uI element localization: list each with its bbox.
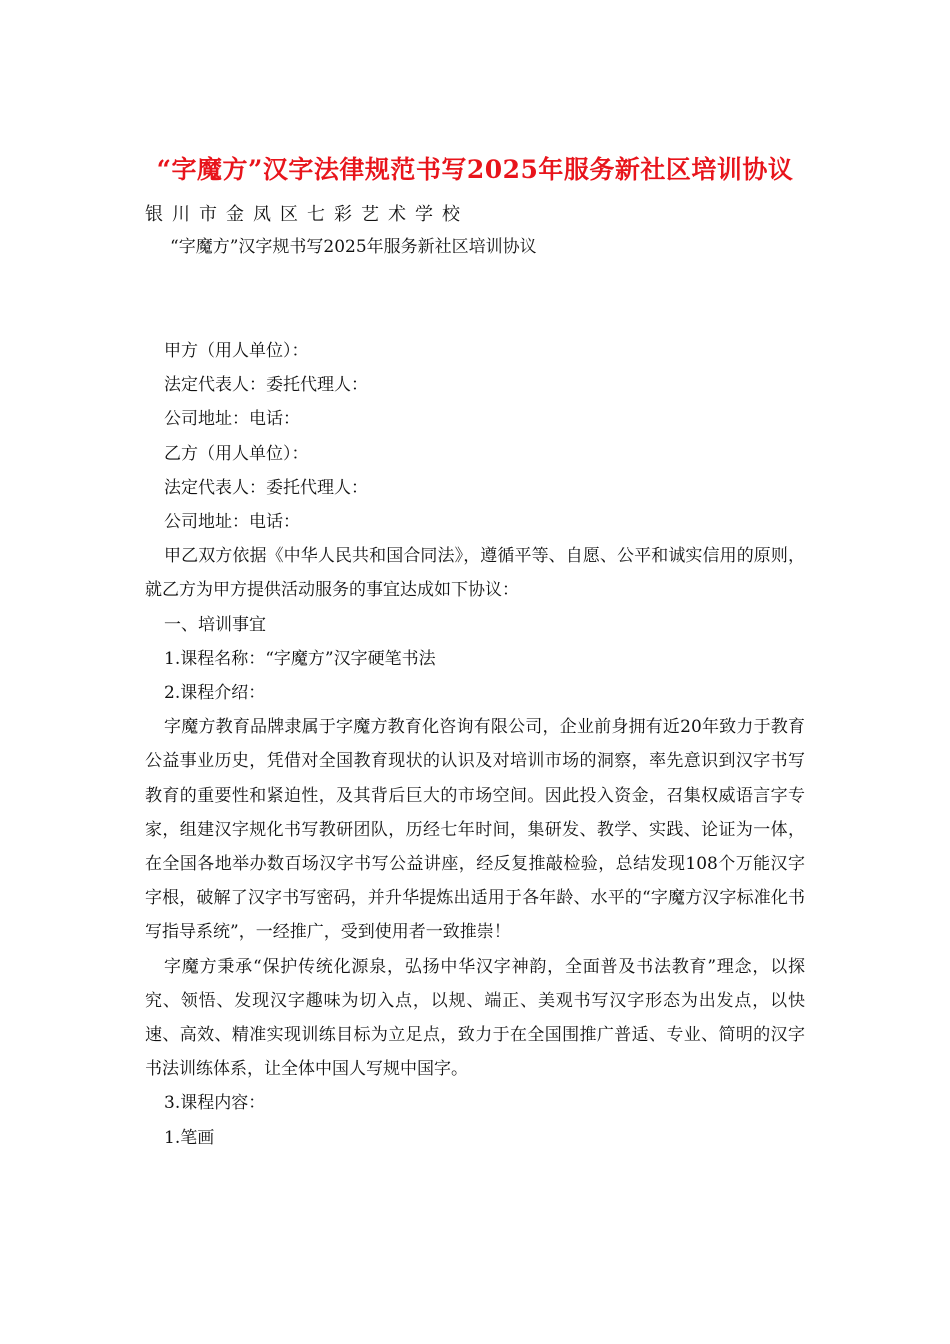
- course-content-heading: 3.课程内容：: [164, 1093, 266, 1114]
- course-intro-heading: 2.课程介绍：: [164, 683, 266, 704]
- party-b-representative: 法定代表人：委托代理人：: [164, 477, 368, 498]
- document-body: [145, 334, 805, 1155]
- course-content-item-1: 1.笔画: [164, 1127, 215, 1148]
- party-b-label: 乙方（用人单位）：: [164, 443, 309, 464]
- course-intro-paragraph-2: 字魔方秉承“保护传统化源泉，弘扬中华汉字神韵，全面普及书法教育”理念，以探究、领悟、发现汉字趣味为切入点，以规、端正、美观书写汉字形态为出发点，以快速、高效、精准实现训练目标为立足点，致力于在全国围推广普适、专业、简明的汉字书法训练体系，让全体中国人写规中国字。: [145, 956, 805, 1080]
- school-name: 银川市金凤区七彩艺术学校: [145, 204, 469, 225]
- agreement-subtitle: “字魔方”汉字规书写2025年服务新社区培训协议: [170, 237, 537, 257]
- document-title: “字魔方”汉字法律规范书写2025年服务新社区培训协议: [156, 155, 794, 184]
- party-a-address: 公司地址：电话：: [164, 409, 300, 430]
- party-a-representative: 法定代表人：委托代理人：: [164, 375, 368, 396]
- party-b-address: 公司地址：电话：: [164, 512, 300, 533]
- section-heading-training: 一、培训事宜: [164, 614, 266, 635]
- party-a-label: 甲方（用人单位）：: [164, 341, 309, 361]
- agreement-preamble: 甲乙双方依据《中华人民共和国合同法》，遵循平等、自愿、公平和诚实信用的原则，就乙方为甲方提供活动服务的事宜达成如下协议：: [145, 546, 805, 601]
- course-name: 1.课程名称：“字魔方”汉字硬笔书法: [164, 648, 436, 669]
- course-intro-paragraph-1: 字魔方教育品牌隶属于字魔方教育化咨询有限公司，企业前身拥有近20年致力于教育公益事业历史，凭借对全国教育现状的认识及对培训市场的洞察，率先意识到汉字书写教育的重要性和紧迫性，及其背后巨大的市场空间。因此投入资金，召集权威语言字专家，组建汉字规化书写教研团队，历经七年时间，集研发、教学、实践、论证为一体，在全国各地举办数百场汉字书写公益讲座，经反复推敲检验，总结发现108个万能汉字字根，破解了汉字书写密码，并升华提炼出适用于各年龄、水平的“字魔方汉字标准化书写指导系统”，一经推广，受到使用者一致推崇！: [145, 717, 805, 943]
